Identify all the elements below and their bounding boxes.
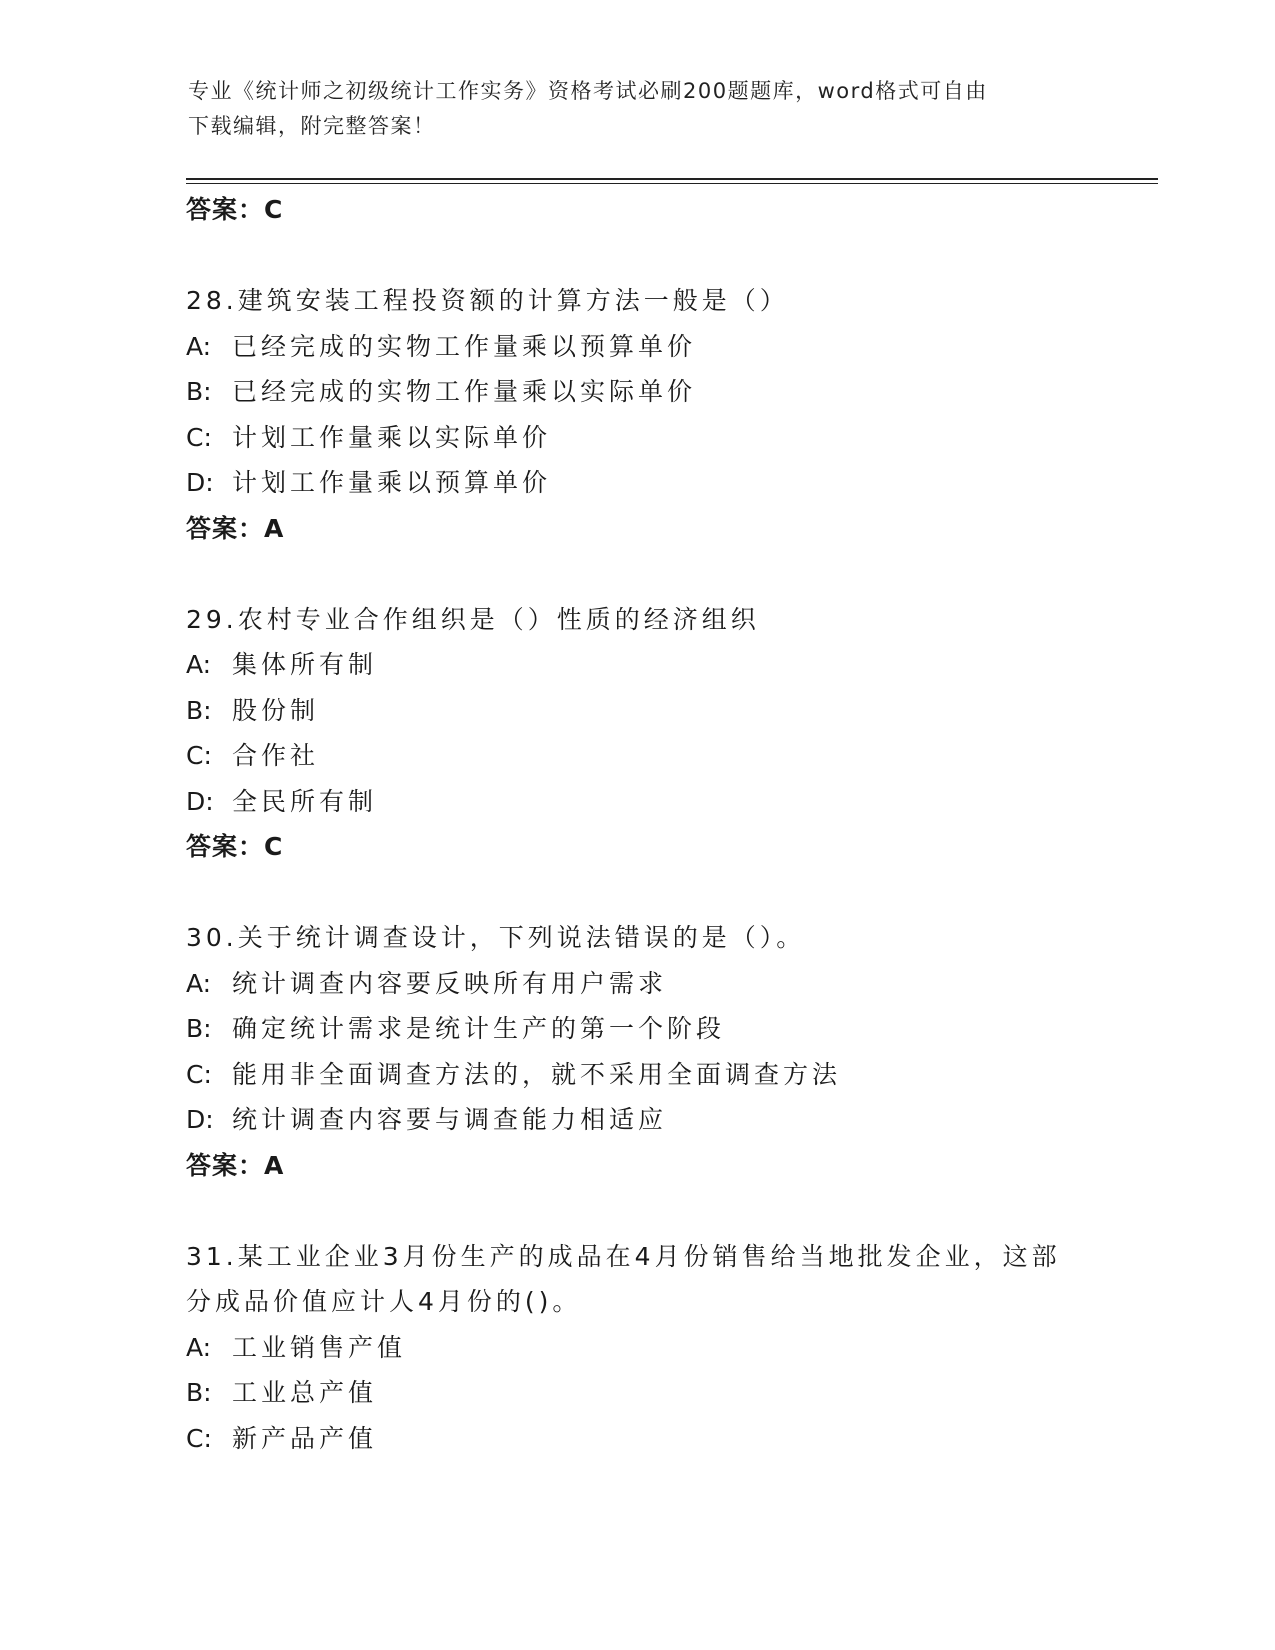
previous-answer: 答案：C: [186, 195, 284, 224]
header-rule-thick: [186, 178, 1158, 180]
option-text: 全民所有制: [232, 786, 378, 816]
option-key: C:: [186, 422, 212, 452]
question-title-line-2: 分成品价值应计人4月份的()。: [186, 1287, 582, 1316]
option-key: C:: [186, 741, 212, 770]
option-key: B:: [186, 377, 212, 406]
option-key: C:: [186, 1423, 212, 1453]
spacer: [186, 233, 1086, 279]
header-rule-thin: [186, 183, 1158, 184]
option-key: D:: [186, 786, 214, 816]
option-a: [186, 642, 1086, 688]
option-text: 股份制: [232, 695, 320, 725]
option-key: B:: [186, 695, 212, 725]
option-c: [186, 1052, 1086, 1098]
answer: 答案：A: [186, 513, 285, 543]
option-key: B:: [186, 1014, 212, 1043]
option-d: [186, 1097, 1086, 1143]
header-line-2: 下载编辑，附完整答案！: [188, 114, 436, 138]
option-b: [186, 1370, 1086, 1416]
option-c: [186, 415, 1086, 461]
spacer: [186, 870, 1086, 916]
option-a: [186, 1325, 1086, 1371]
option-b: [186, 369, 1086, 415]
option-text: 工业销售产值: [232, 1332, 407, 1362]
option-key: A:: [186, 1332, 212, 1362]
option-key: A:: [186, 968, 212, 998]
question-list: [186, 187, 1086, 1461]
option-text: 计划工作量乘以实际单价: [232, 422, 552, 452]
option-c: [186, 733, 1086, 779]
option-text: 已经完成的实物工作量乘以预算单价: [232, 331, 697, 361]
question-title: 29.农村专业合作组织是（）性质的经济组织: [186, 604, 760, 634]
option-text: 统计调查内容要与调查能力相适应: [232, 1105, 668, 1134]
question-title: 30.关于统计调查设计，下列说法错误的是（）。: [186, 923, 806, 952]
question-title: 28.建筑安装工程投资额的计算方法一般是（）: [186, 286, 789, 315]
option-key: B:: [186, 1378, 212, 1407]
option-text: 确定统计需求是统计生产的第一个阶段: [232, 1014, 726, 1043]
question-29: [186, 597, 1086, 870]
option-key: C:: [186, 1059, 212, 1089]
option-key: D:: [186, 1105, 214, 1134]
option-text: 合作社: [232, 741, 320, 770]
question-28: [186, 278, 1086, 551]
document-header: [188, 74, 1088, 144]
option-d: [186, 779, 1086, 825]
spacer: [186, 551, 1086, 597]
question-31: [186, 1234, 1086, 1462]
option-d: [186, 460, 1086, 506]
option-key: A:: [186, 650, 212, 679]
option-text: 计划工作量乘以预算单价: [232, 468, 552, 497]
question-title-line-1: 31.某工业企业3月份生产的成品在4月份销售给当地批发企业，这部: [186, 1241, 1061, 1271]
option-b: [186, 1006, 1086, 1052]
option-a: [186, 324, 1086, 370]
answer: 答案：A: [186, 1150, 285, 1180]
option-text: 已经完成的实物工作量乘以实际单价: [232, 377, 697, 406]
option-text: 能用非全面调查方法的，就不采用全面调查方法: [232, 1059, 842, 1089]
option-text: 工业总产值: [232, 1378, 378, 1407]
spacer: [186, 1188, 1086, 1234]
header-line-1: 专业《统计师之初级统计工作实务》资格考试必刷200题题库，word格式可自由: [188, 79, 988, 103]
option-text: 新产品产值: [232, 1423, 378, 1453]
option-text: 统计调查内容要反映所有用户需求: [232, 968, 668, 998]
question-30: [186, 915, 1086, 1188]
option-c: [186, 1416, 1086, 1462]
option-key: A:: [186, 331, 212, 361]
option-a: [186, 961, 1086, 1007]
option-text: 集体所有制: [232, 650, 378, 679]
option-b: [186, 688, 1086, 734]
answer: 答案：C: [186, 832, 284, 861]
option-key: D:: [186, 468, 214, 497]
